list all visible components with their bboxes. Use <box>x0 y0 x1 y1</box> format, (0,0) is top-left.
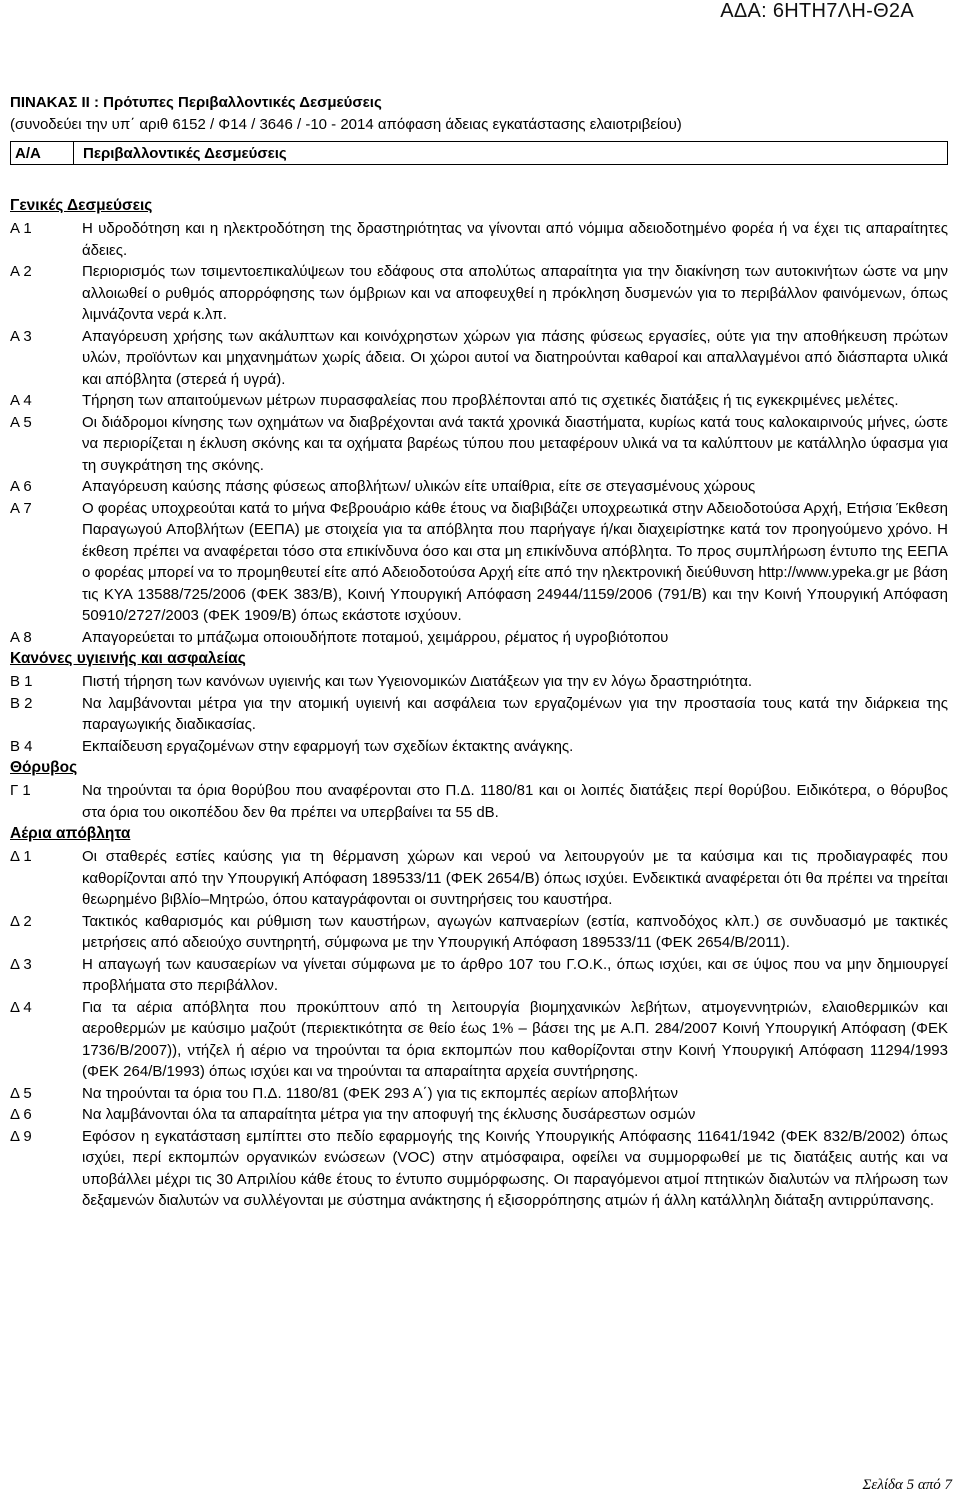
commitment-row <box>10 911 948 954</box>
commitment-text: Τήρηση των απαιτούμενων μέτρων πυρασφαλείας που προβλέπονται από τις σχετικές διατάξεις ή τις εγκεκριμένες μελέτες. <box>82 392 899 409</box>
page-subtitle: (συνοδεύει την υπ΄ αριθ 6152 / Φ14 / 3646 / -10 - 2014 απόφαση άδειας εγκατάστασης ελαιοτριβείου) <box>10 116 682 133</box>
section-title: Θόρυβος <box>10 759 78 776</box>
commitment-row <box>10 218 948 261</box>
commitment-row <box>10 1083 948 1105</box>
commitment-text: Να τηρούνται τα όρια του Π.Δ. 1180/81 (ΦΕΚ 293 Α΄) για τις εκπομπές αερίων αποβλήτων <box>82 1084 678 1102</box>
commitment-code: Α 5 <box>10 413 32 431</box>
commitment-text: Για τα αέρια απόβλητα που προκύπτουν από τη λειτουργία βιομηχανικών λεβήτων, ατμογεννητριών, ελαιοθερμικών και αεροθερμών με καύσιμο μαζούτ (περιεκτικότητα σε θείο έως 1% – βάσει της με Α.Π. 284/2007 Κοινή Υπουργική Απόφαση (ΦΕΚ 1736/Β/2007)), ντήζελ ή αέριο να τηρούνται τα όρια εκπομπών που καθορίζονται στην Κοινή Υπουργική Απόφαση 11294/1993 (ΦΕΚ 264/Β/1993) όπως ισχύει και να τηρούνται τα απαραίτητα αρχεία συντήρησης. <box>82 998 948 1080</box>
commitment-text: Πιστή τήρηση των κανόνων υγιεινής και των Υγειονομικών Διατάξεων για την εν λόγω δραστηριότητα. <box>82 673 753 690</box>
commitment-text: Η υδροδότηση και η ηλεκτροδότηση της δραστηριότητας να γίνονται από νόμιμα αδειοδοτημένο φορέα ή να έχει τις απαραίτητες άδειες. <box>82 220 948 259</box>
commitment-code: Β 1 <box>10 673 33 690</box>
commitment-code: Α 8 <box>10 628 32 646</box>
commitment-code: Α 2 <box>10 263 32 280</box>
ada-code: ΑΔΑ: 6ΗΤΗ7ΛΗ-Θ2Α <box>720 0 914 22</box>
commitment-code: Δ 3 <box>10 955 32 973</box>
commitment-text: Οι διάδρομοι κίνησης των οχημάτων να διαβρέχονται ανά τακτά χρονικά διαστήματα, κυρίως κατά τους καλοκαιρινούς μήνες, ώστε να περιορίζεται η έκλυση σκόνης και τα οχήματα βαρέως τύπου που μεταφέρουν υλικά να τα καλύπτουν με κατάλληλο ύφασμα για τη συγκράτηση της σκόνης. <box>82 413 948 474</box>
commitment-row <box>10 1104 948 1126</box>
commitment-code: Α 6 <box>10 478 32 495</box>
commitment-row <box>10 390 948 412</box>
commitment-row <box>10 412 948 477</box>
commitment-row <box>10 736 948 758</box>
commitment-code: Δ 1 <box>10 848 32 865</box>
commitment-text: Εκπαίδευση εργαζομένων στην εφαρμογή των σχεδίων έκτακτης ανάγκης. <box>82 737 574 755</box>
commitment-row <box>10 997 948 1083</box>
section-title: Γενικές Δεσμεύσεις <box>10 197 153 214</box>
commitment-row <box>10 1126 948 1212</box>
commitment-code: Δ 2 <box>10 912 32 930</box>
commitment-row <box>10 261 948 326</box>
commitment-text: Να λαμβάνονται μέτρα για την ατομική υγιεινή και ασφάλεια των εργαζομένων για την προστασία τους κατά την διάρκεια της παραγωγικής διαδικασίας. <box>82 694 948 733</box>
commitment-text: Ο φορέας υποχρεούται κατά το μήνα Φεβρουάριο κάθε έτους να διαβιβάζει υποχρεωτικά στην Αδειοδοτούσα Αρχή, Ετήσια Έκθεση Παραγωγού Αποβλήτων (ΕΕΠΑ) με στοιχεία για τα απόβλητα που παρήγαγε ή/και διαχειρίστηκε κατά τον προηγούμενο χρόνο. Η έκθεση πρέπει να αναφέρεται τόσο στα επικίνδυνα όσο και στα μη επικίνδυνα απόβλητα. Το προς συμπλήρωση έντυπο της ΕΕΠΑ ο φορέας μπορεί να το προμηθευτεί είτε από Αδειοδοτούσα Αρχή είτε από την ηλεκτρονική διεύθυνση http://www.ypeka.gr με βάση τις ΚΥΑ 13588/725/2006 (ΦΕΚ 383/Β), Κοινή Υπουργική Απόφαση 24944/1159/2006 (791/Β) και την Κοινή Υπουργική Απόφαση 50910/2727/2003 (ΦΕΚ 1909/Β) όπως εκάστοτε ισχύουν. <box>82 499 948 624</box>
commitment-row <box>10 780 948 823</box>
commitment-text: Οι σταθερές εστίες καύσης για τη θέρμανση χώρων και νερού να λειτουργούν με τα καύσιμα και τις προδιαγραφές που καθορίζονται από την Υπουργική Απόφαση 189533/11 (ΦΕΚ 2654/Β) όπως ισχύει. Ενδεικτικά αναφέρεται ότι θα πρέπει να τηρείται θεωρημένο βιβλίο–Μητρώο, όπου καταγράφονται οι συντηρήσεις του καυστήρα. <box>82 848 948 908</box>
header-col-commitments: Περιβαλλοντικές Δεσμεύσεις <box>83 145 287 162</box>
page-footer: Σελίδα 5 από 7 <box>862 1477 952 1493</box>
document-header <box>10 92 950 136</box>
commitment-code: Α 3 <box>10 327 32 345</box>
commitment-text: Περιορισμός των τσιμεντοεπικαλύψεων του εδάφους στα απολύτως απαραίτητα για την διακίνηση των αυτοκινήτων ώστε να μην αλλοιωθεί ο ρυθμός απορρόφησης των όμβριων και να αποφευχθεί η πρόκληση δυσμενών για το περιβάλλον φαινόμενων, όπως λιμνάζοντα νερά κ.λπ. <box>82 263 948 323</box>
commitment-row <box>10 671 948 693</box>
commitment-text: Απαγορεύεται το μπάζωμα οποιουδήποτε ποταμού, χειμάρρου, ρέματος ή υγροβιότοπου <box>82 628 669 646</box>
commitment-code: Α 4 <box>10 392 32 409</box>
commitment-row <box>10 846 948 911</box>
table-header <box>10 141 948 165</box>
commitment-text: Εφόσον η εγκατάσταση εμπίπτει στο πεδίο εφαρμογής της Κοινής Υπουργικής Απόφασης 11641/1942 (ΦΕΚ 832/Β/2002) όπως ισχύει, περί εκπομπών οργανικών ενώσεων (VOC) στην ατμόσφαιρα, οφείλει να συμμορφωθεί με τις διατάξεις αυτής και να υποβάλλει μέχρι τις 30 Απριλίου κάθε έτους το έντυπο συμμόρφωσης. Οι παραγόμενοι ατμοί πτητικών διαλυτών να πλήρωση των δεξαμενών διαλυτών να συλλέγονται με σύστημα ανάκτησης ή εξισορρόπησης ατμών ή άλλη κατάλληλη διάταξη αντιρρύπανσης. <box>82 1127 948 1209</box>
commitment-text: Τακτικός καθαρισμός και ρύθμιση των καυστήρων, αγωγών καπναερίων (εστία, καπνοδόχος κλπ.) σε συνδυασμό με τακτικές μετρήσεις από αδειούχο συντηρητή, σύμφωνα με την Υπουργική Απόφαση 189533/11 (ΦΕΚ 2654/Β/2011). <box>82 912 948 951</box>
commitment-text: Να λαμβάνονται όλα τα απαραίτητα μέτρα για την αποφυγή της έκλυσης δυσάρεστων οσμών <box>82 1106 696 1123</box>
commitment-code: Δ 5 <box>10 1084 32 1102</box>
commitment-code: Β 4 <box>10 737 33 755</box>
page-title: ΠΙΝΑΚΑΣ ΙΙ : Πρότυπες Περιβαλλοντικές Δεσμεύσεις <box>10 94 382 111</box>
commitment-row <box>10 693 948 736</box>
commitment-row <box>10 954 948 997</box>
commitment-row <box>10 498 948 627</box>
commitment-code: Α 7 <box>10 499 32 517</box>
header-divider <box>73 142 74 164</box>
commitment-text: Η απαγωγή των καυσαερίων να γίνεται σύμφωνα με το άρθρο 107 του Γ.Ο.Κ., όπως ισχύει, και σε ύψος που να μην δημιουργεί προβλήματα στο περιβάλλον. <box>82 955 948 994</box>
section-title: Κανόνες υγιεινής και ασφαλείας <box>10 650 246 667</box>
header-col-aa: Α/Α <box>15 145 41 162</box>
commitment-row <box>10 627 948 649</box>
commitment-code: Γ 1 <box>10 782 31 799</box>
commitment-code: Δ 4 <box>10 998 32 1016</box>
commitment-text: Απαγόρευση χρήσης των ακάλυπτων και κοινόχρηστων χώρων για πάσης φύσεως εργασίες, ούτε για την αποθήκευση πρώτων υλών, προϊόντων και μηχανημάτων χωρίς άδεια. Οι χώροι αυτοί να διατηρούνται καθαροί και απαλλαγμένοι από διάσπαρτα υλικά και απόβλητα (στερεά ή υγρά). <box>82 327 948 388</box>
commitment-row <box>10 326 948 391</box>
commitment-text: Απαγόρευση καύσης πάσης φύσεως αποβλήτων/ υλικών είτε υπαίθρια, είτε σε στεγασμένους χώρους <box>82 478 756 495</box>
commitment-code: Δ 9 <box>10 1127 32 1145</box>
commitment-code: Α 1 <box>10 220 32 237</box>
commitments-list <box>10 195 948 1212</box>
commitment-code: Δ 6 <box>10 1106 32 1123</box>
section-title: Αέρια απόβλητα <box>10 825 131 842</box>
commitment-code: Β 2 <box>10 694 33 712</box>
commitment-text: Να τηρούνται τα όρια θορύβου που αναφέρονται στο Π.Δ. 1180/81 και οι λοιπές διατάξεις περί θορύβου. Ειδικότερα, ο θόρυβος στα όρια του οικοπέδου δεν θα πρέπει να υπερβαίνει τα 55 dB. <box>82 782 948 821</box>
commitment-row <box>10 476 948 498</box>
